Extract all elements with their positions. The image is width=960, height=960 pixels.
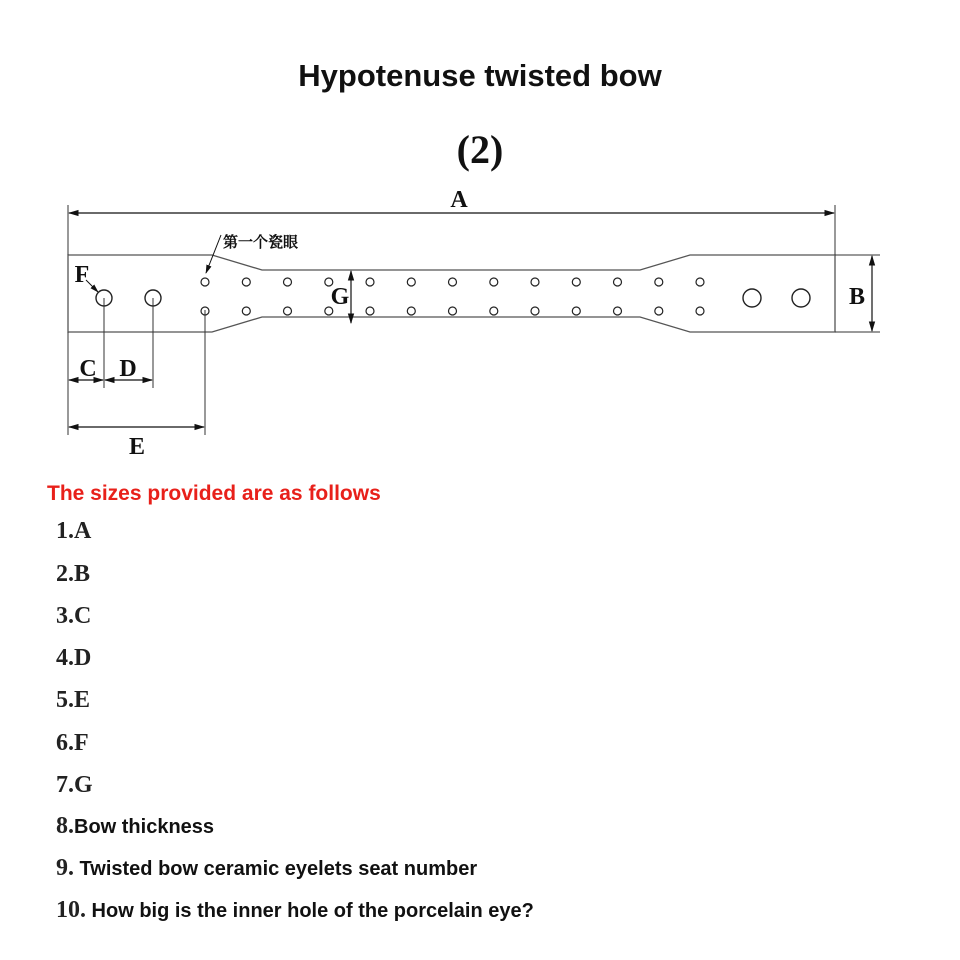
size-list-number: 9.	[56, 855, 74, 881]
eyelet-hole	[572, 278, 580, 286]
page-subtitle: (2)	[456, 127, 504, 172]
eyelet-hole	[407, 278, 415, 286]
eyelet-hole	[242, 307, 250, 315]
size-list-item	[56, 645, 91, 672]
eyelet-hole	[366, 307, 374, 315]
size-list-number: 10.	[56, 897, 86, 923]
dim-d-label: D	[119, 356, 137, 382]
first-eyelet-leader	[206, 235, 221, 273]
size-list-number: 2.	[56, 561, 74, 587]
end-hole-right-2	[792, 289, 810, 307]
dim-c-label: C	[79, 356, 97, 382]
eyelet-hole	[572, 307, 580, 315]
size-list-number: 1.	[56, 518, 74, 544]
first-eyelet-label: 第一个瓷眼	[223, 233, 299, 251]
size-list-number: 4.	[56, 645, 74, 671]
dim-f-label: F	[74, 262, 90, 288]
size-list-text: F	[74, 730, 89, 756]
size-list-text: G	[74, 772, 93, 798]
eyelet-hole	[449, 278, 457, 286]
eyelet-hole	[407, 307, 415, 315]
bow-diagram	[0, 180, 960, 470]
size-list-text: A	[74, 518, 92, 544]
size-list-text: C	[74, 603, 92, 629]
size-list-number: 8.	[56, 813, 74, 839]
eyelet-hole	[449, 307, 457, 315]
size-list-number: 3.	[56, 603, 74, 629]
eyelet-hole	[284, 278, 292, 286]
eyelet-hole	[531, 278, 539, 286]
bow-outline	[68, 255, 835, 332]
size-list-text: Twisted bow ceramic eyelets seat number	[74, 858, 478, 880]
eyelet-hole	[242, 278, 250, 286]
size-list-item	[56, 730, 89, 757]
dim-e-label: E	[128, 434, 146, 460]
end-hole-right-1	[743, 289, 761, 307]
size-list-item	[56, 518, 91, 545]
page-title: Hypotenuse twisted bow	[298, 58, 662, 93]
eyelet-holes	[201, 278, 704, 315]
size-list-item	[56, 687, 90, 714]
size-list-item	[56, 855, 477, 882]
eyelet-hole	[531, 307, 539, 315]
eyelet-hole	[655, 278, 663, 286]
size-list-number: 7.	[56, 772, 74, 798]
eyelet-hole	[490, 278, 498, 286]
size-list-item	[56, 813, 214, 840]
size-list-text: D	[74, 645, 92, 671]
dim-b-label: B	[848, 284, 866, 310]
eyelet-hole	[696, 278, 704, 286]
size-list-item	[56, 897, 534, 924]
eyelet-hole	[696, 307, 704, 315]
size-list-text: B	[74, 561, 91, 587]
eyelet-hole	[366, 278, 374, 286]
sizes-heading: The sizes provided are as follows	[47, 482, 381, 505]
eyelet-hole	[655, 307, 663, 315]
dim-g-label: G	[330, 284, 350, 310]
eyelet-hole	[201, 278, 209, 286]
eyelet-hole	[614, 278, 622, 286]
size-list-item	[56, 561, 90, 588]
size-list-item	[56, 772, 93, 799]
size-list-text: Bow thickness	[74, 816, 215, 838]
size-list-number: 6.	[56, 730, 74, 756]
eyelet-hole	[490, 307, 498, 315]
size-list-text: How big is the inner hole of the porcelain eye?	[86, 900, 534, 922]
size-list-text: E	[74, 687, 91, 713]
eyelet-hole	[614, 307, 622, 315]
dim-a-label: A	[450, 187, 468, 213]
size-list-item	[56, 603, 91, 630]
eyelet-hole	[284, 307, 292, 315]
size-list-number: 5.	[56, 687, 74, 713]
